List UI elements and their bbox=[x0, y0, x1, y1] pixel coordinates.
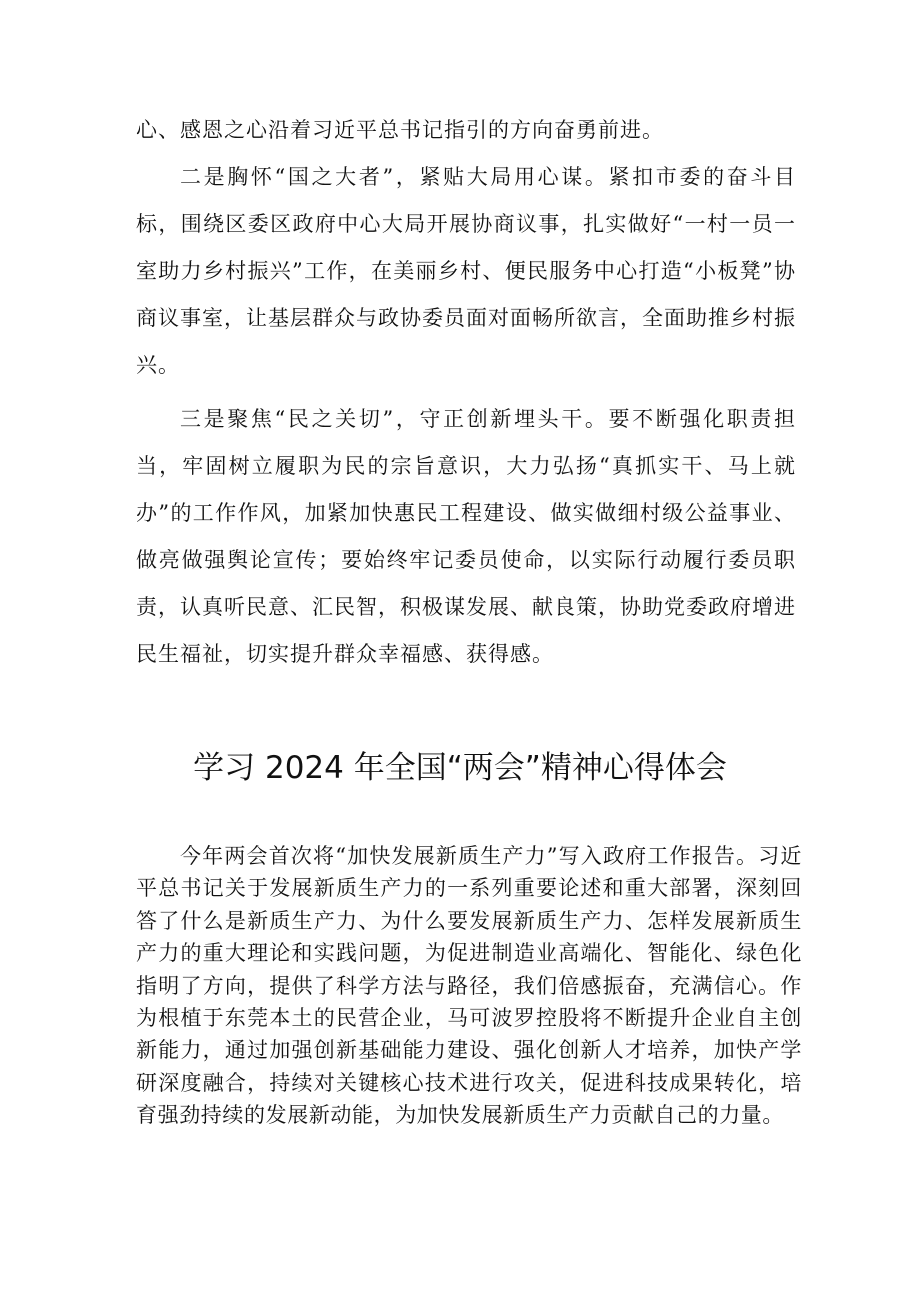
paragraph-two: 二是胸怀“国之大者”，紧贴大局用心谋。紧扣市委的奋斗目标，围绕区委区政府中心大局开展协商议事，扎实做好“一村一员一室助力乡村振兴”工作，在美丽乡村、便民服务中心打造“小板凳”协商议事室，让基层群众与政协委员面对面畅所欲言，全面助推乡村振兴。 bbox=[136, 165, 796, 377]
article-title: 学习 2024 年全国“两会”精神心得体会 bbox=[193, 750, 727, 786]
article-body-paragraph: 今年两会首次将“加快发展新质生产力”写入政府工作报告。习近平总书记关于发展新质生产力的一系列重要论述和重大部署，深刻回答了什么是新质生产力、为什么要发展新质生产力、怎样发展新质生产力的重大理论和实践问题，为促进制造业高端化、智能化、绿色化指明了方向，提供了科学方法与路径，我们倍感振奋，充满信心。作为根植于东莞本土的民营企业，马可波罗控股将不断提升企业自主创新能力，通过加强创新基础能力建设、强化创新人才培养，加快产学研深度融合，持续对关键核心技术进行攻关，促进科技成果转化，培育强劲持续的发展新动能，为加快发展新质生产力贡献自己的力量。 bbox=[136, 844, 802, 1128]
paragraph-three: 三是聚焦“民之关切”，守正创新埋头干。要不断强化职责担当，牢固树立履职为民的宗旨意识，大力弘扬“真抓实干、马上就办”的工作作风，加紧加快惠民工程建设、做实做细村级公益事业、做亮做强舆论宣传；要始终牢记委员使命，以实际行动履行委员职责，认真听民意、汇民智，积极谋发展、献良策，协助党委政府增进民生福祉，切实提升群众幸福感、获得感。 bbox=[136, 407, 796, 666]
paragraph-continuation: 心、感恩之心沿着习近平总书记指引的方向奋勇前进。 bbox=[136, 118, 664, 142]
